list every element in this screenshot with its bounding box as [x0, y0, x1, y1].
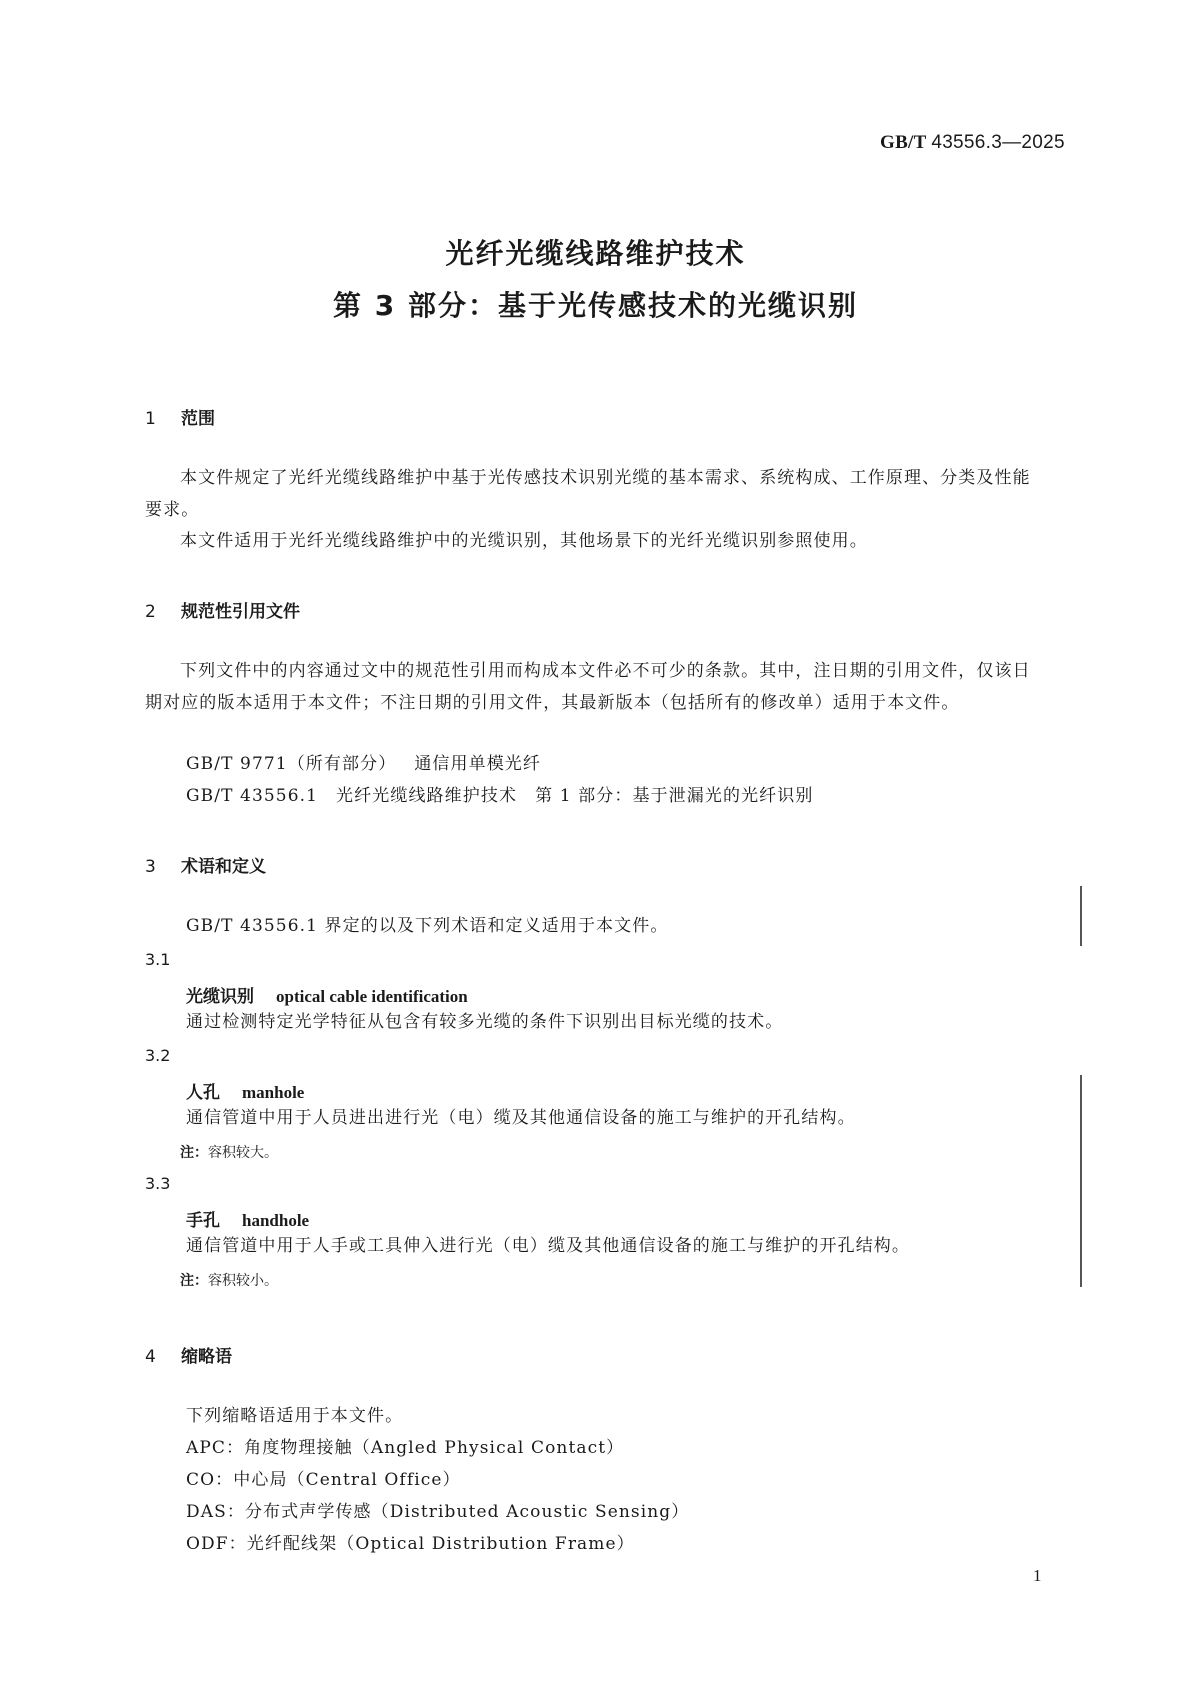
section-heading-2 [145, 597, 300, 622]
note-label: 注： [180, 1145, 208, 1161]
change-bar [1080, 886, 1082, 946]
note-text: 容积较小。 [208, 1273, 278, 1289]
section-number: 4 [145, 1347, 156, 1367]
term-definition: 通过检测特定光学特征从包含有较多光缆的条件下识别出目标光缆的技术。 [186, 1012, 784, 1032]
abbreviation-item: DAS：分布式声学传感（Distributed Acoustic Sensing） [186, 1502, 690, 1522]
term-english: handhole [242, 1211, 310, 1230]
section-heading-1 [145, 404, 215, 429]
reference-code: GB/T 9771（所有部分） [186, 754, 397, 774]
term-english: manhole [242, 1083, 305, 1102]
reference-code: GB/T 43556.1 [186, 786, 319, 806]
section-title: 规范性引用文件 [181, 602, 300, 622]
section-number: 2 [145, 602, 156, 622]
section-title: 术语和定义 [181, 857, 266, 877]
terms-intro: GB/T 43556.1 界定的以及下列术语和定义适用于本文件。 [186, 916, 669, 936]
section-title: 缩略语 [181, 1347, 232, 1367]
abbreviations-intro: 下列缩略语适用于本文件。 [186, 1406, 404, 1426]
page-number: 1 [1033, 1566, 1042, 1585]
clause-number: 3.2 [145, 1046, 171, 1065]
term-definition: 通信管道中用于人手或工具伸入进行光（电）缆及其他通信设备的施工与维护的开孔结构。 [186, 1236, 910, 1256]
section-number: 1 [145, 409, 156, 429]
term-chinese: 光缆识别 [186, 987, 254, 1007]
abbreviation-item: APC：角度物理接触（Angled Physical Contact） [186, 1438, 625, 1458]
note-text: 容积较大。 [208, 1145, 278, 1161]
section-heading-4 [145, 1342, 232, 1367]
abbreviation-item: CO：中心局（Central Office） [186, 1470, 461, 1490]
term-definition: 通信管道中用于人员进出进行光（电）缆及其他通信设备的施工与维护的开孔结构。 [186, 1108, 856, 1128]
section-title: 范围 [181, 409, 215, 429]
term-entry [186, 1078, 304, 1103]
term-entry [186, 1206, 309, 1231]
standard-number [880, 132, 1065, 154]
clause-number: 3.1 [145, 950, 171, 969]
scope-paragraph-1: 本文件规定了光纤光缆线路维护中基于光传感技术识别光缆的基本需求、系统构成、工作原理、分类及性能要求。 [145, 468, 1031, 520]
section-heading-3 [145, 852, 266, 877]
scope-paragraph-2: 本文件适用于光纤光缆线路维护中的光缆识别，其他场景下的光纤光缆识别参照使用。 [180, 531, 868, 551]
reference-title: 光纤光缆线路维护技术 第 1 部分：基于泄漏光的光纤识别 [336, 786, 814, 806]
change-bar [1080, 1075, 1082, 1287]
note-label: 注： [180, 1273, 208, 1289]
reference-item [186, 780, 813, 812]
reference-item [186, 748, 541, 780]
term-chinese: 人孔 [186, 1083, 220, 1103]
abbreviation-item: ODF：光纤配线架（Optical Distribution Frame） [186, 1534, 635, 1554]
term-chinese: 手孔 [186, 1211, 220, 1231]
term-note [180, 1270, 278, 1290]
document-title-line2: 第 3 部分：基于光传感技术的光缆识别 [333, 289, 858, 322]
document-title-line1: 光纤光缆线路维护技术 [445, 237, 746, 270]
term-entry [186, 982, 468, 1007]
section-number: 3 [145, 857, 156, 877]
normative-references-paragraph: 下列文件中的内容通过文中的规范性引用而构成本文件必不可少的条款。其中，注日期的引用文件，仅该日期对应的版本适用于本文件；不注日期的引用文件，其最新版本（包括所有的修改单）适用于本文件。 [145, 661, 1031, 713]
term-note [180, 1142, 278, 1162]
clause-number: 3.3 [145, 1174, 171, 1193]
standard-code: 43556.3—2025 [931, 132, 1065, 153]
term-english: optical cable identification [276, 987, 468, 1006]
standard-prefix: GB/T [880, 132, 927, 153]
reference-title: 通信用单模光纤 [414, 754, 542, 774]
